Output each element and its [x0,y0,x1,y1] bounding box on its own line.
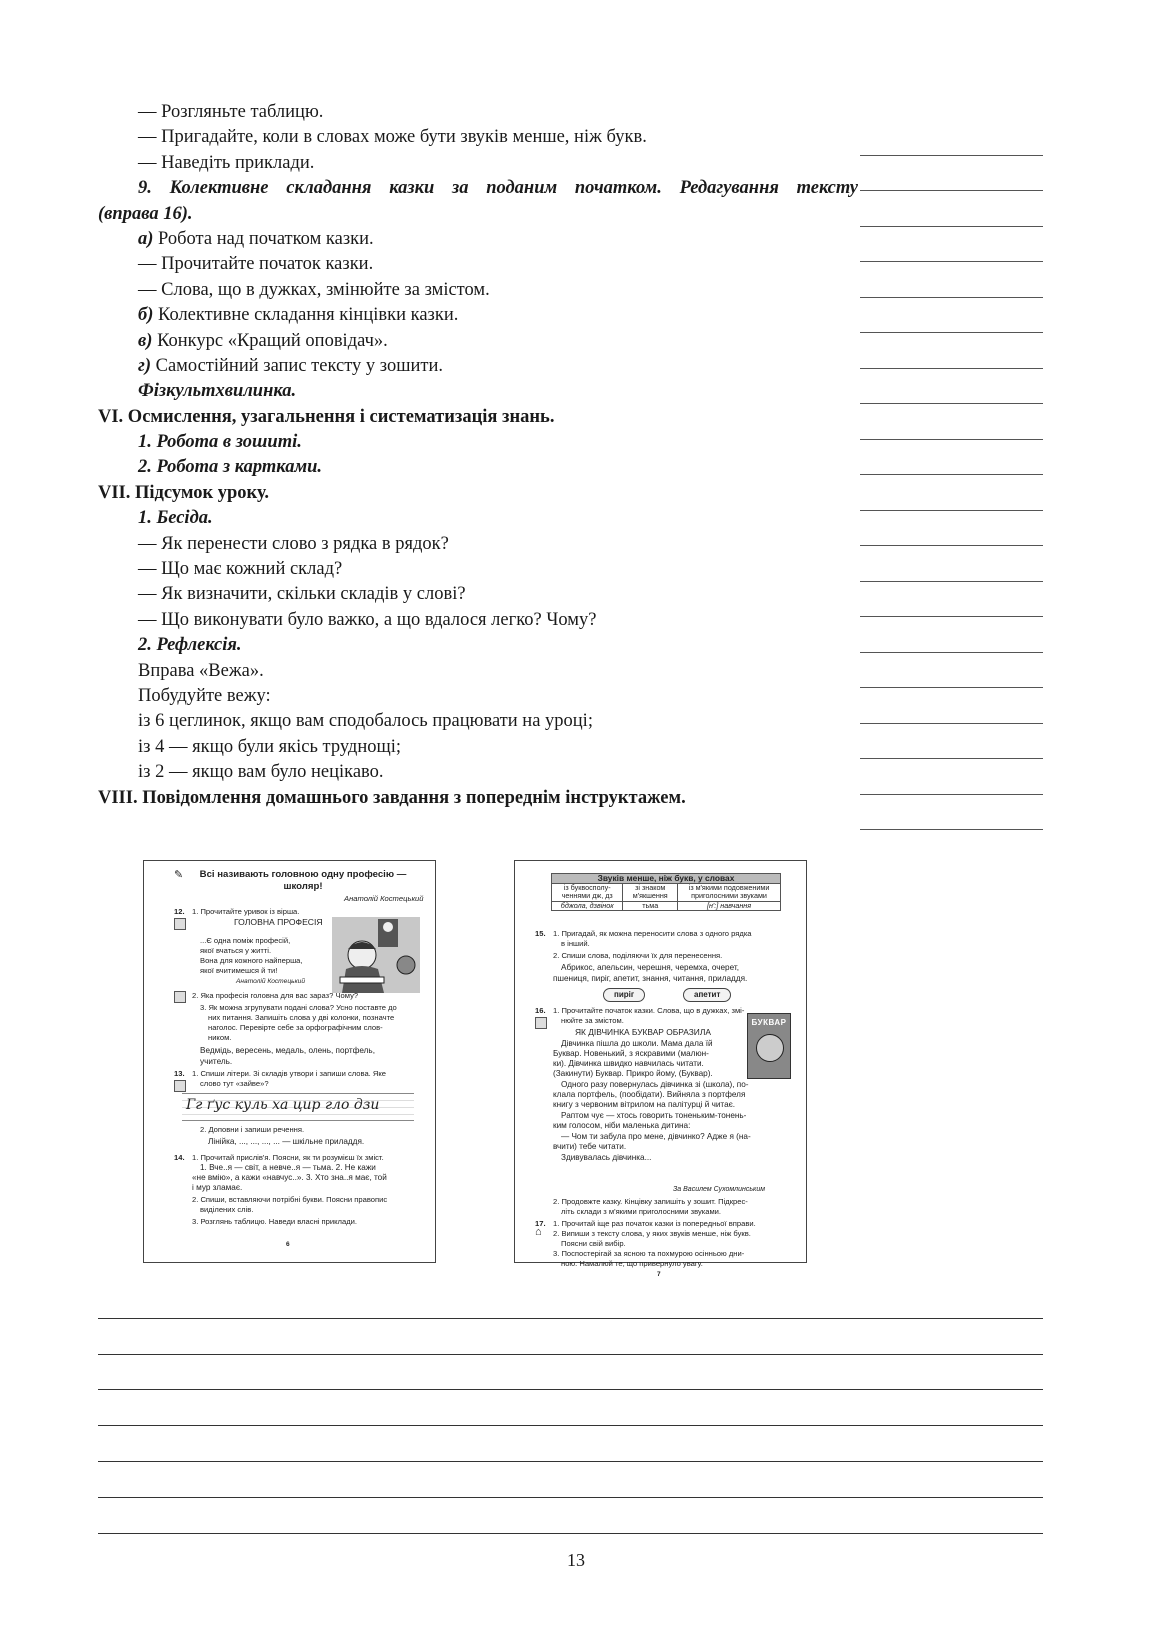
ex17-line: 3. Поспостерігай за ясною та похмурою осінньою дни- [553,1249,745,1258]
text-line-content: — Пригадайте, коли в словах може бути звуків менше, ніж букв. [138,127,647,148]
text-line-content: VII. Підсумок уроку. [98,482,269,503]
text-line-content: — Наведіть приклади. [138,152,315,173]
note-line [860,369,1043,405]
note-line [860,404,1043,440]
poem-author: Анатолій Костецький [236,978,306,985]
story-line: (Закинути) Буквар. Прикро йому, (Буквар). [553,1069,713,1078]
pen-icon: ✎ [174,869,184,881]
note-line [860,582,1043,618]
ex13-task2: 2. Доповни і запиши речення. [200,1125,305,1134]
story-author: За Василем Сухомлинським [673,1186,766,1193]
ex12-number: 12. [174,907,185,916]
text-line [98,176,858,201]
story-line: ким голосом, ніби маленька дитина: [553,1121,691,1130]
bukvar-cover-label: БУКВАР [751,1018,787,1027]
story-line: Дівчинка пішла до школи. Мама дала їй [561,1039,713,1048]
story-line: — Чом ти забула про мене, дівчинко? Адже я (на- [561,1132,751,1141]
textbook-page-7 [514,860,807,1278]
text-line [98,481,858,506]
text-line-content: 1. Робота в зошиті. [138,432,302,453]
ex16-line: нюйте за змістом. [561,1016,624,1025]
ex14-line: «не вмію», а кажи «навчус..». 3. Хто зна..я має, той [192,1173,387,1182]
page6-header-author: Анатолій Костецький [344,894,424,903]
ex15-line: пшениця, пиріг, апетит, знання, читання, приладдя. [553,974,748,983]
table-cell: тьма [623,901,678,911]
text-line-content: Робота над початком казки. [153,228,374,249]
ruled-line [98,1355,1043,1391]
ex14-line: 3. Розглянь таблицю. Наведи власні приклади. [192,1217,357,1226]
text-line-content: — Розгляньте таблицю. [138,102,324,122]
text-line [98,151,858,176]
text-line [98,786,858,811]
fill-sentence: Лінійка, ..., ..., ..., ... — шкільне приладдя. [208,1137,365,1146]
story-line: Одного разу повернулась дівчинка зі (школа), по- [561,1080,749,1089]
text-line-content: — Що має кожний склад? [138,559,343,580]
note-line [860,795,1043,831]
story-title: ЯК ДІВЧИНКА БУКВАР ОБРАЗИЛА [575,1027,711,1037]
ex17-line: 1. Прочитай іще раз початок казки із попередньої вправи. [553,1219,756,1228]
text-line-content: — Як перенести слово з рядка в рядок? [138,533,449,554]
ex15-number: 15. [535,929,546,938]
story-line: книгу з червоним вітрилом на палітурці й читає. [553,1100,736,1109]
story-line: Буквар. Новенький, з яскравими (малюн- [553,1049,709,1058]
text-line-content: із 2 — якщо вам було нецікаво. [138,762,384,783]
text-line [98,582,858,607]
ex15-line: в інший. [561,939,590,948]
table-title: Звуків менше, ніж букв, у словах [552,874,781,884]
note-line [860,191,1043,227]
notes-column [860,120,1043,830]
ex13-number: 13. [174,1069,185,1078]
text-line-content: (вправа 16). [98,203,193,224]
ex14-line: 1. Прочитай прислів'я. Поясни, як ти розумієш їх зміст. [192,1153,384,1162]
text-line [98,608,858,633]
text-line [98,252,858,277]
textbook-page-number: 6 [286,1241,290,1248]
ex13-task: слово тут «зайве»? [200,1079,269,1088]
table-header: із м'якими подовженими приголосними звуками [678,883,781,901]
ex12-q3: 3. Як можна згрупувати подані слова? Усно поставте до [200,1003,397,1012]
note-line [860,475,1043,511]
ruled-line [98,1498,1043,1534]
text-line-content: VI. Осмислення, узагальнення і систематизація знань. [98,406,555,427]
text-line [98,684,858,709]
textbook-page-number: 7 [657,1271,661,1278]
home-icon: ⌂ [535,1226,542,1238]
ruled-line [98,1426,1043,1462]
text-line-content: — Як визначити, скільки складів у слові? [138,584,466,605]
ruled-note-lines [98,1283,1043,1534]
text-line [98,506,858,531]
story-line: вчити) тебе читати. [553,1142,627,1151]
table-header: із буквосполу-ченнями дж, дз [552,883,623,901]
text-line-content: Побудуйте вежу: [138,685,271,706]
text-line-content: 2. Рефлексія. [138,635,242,656]
ex12-task: 1. Прочитайте уривок із вірша. [192,907,300,916]
story-line: Здивувалась дівчинка... [561,1153,652,1162]
poem-line: Вона для кожного найперша, [200,956,303,965]
note-line [860,724,1043,760]
discussion-icon [174,991,186,1003]
ex17-line: ною. Намалюй те, що привернуло увагу. [561,1259,703,1268]
table-header: зі знаком м'якшення [623,883,678,901]
sounds-letters-table [551,873,781,911]
ex16-task2: 2. Продовжте казку. Кінцівку запишіть у зошит. Підкрес- [553,1197,748,1206]
word-pill: апетит [683,988,731,1002]
textbook-page-6 [143,860,436,1263]
note-line [860,759,1043,795]
ex16-task2: літь склади з м'якими приголосними звуками. [561,1207,722,1216]
poem-line: якої вчаться у житті. [200,946,272,955]
list-letter: в) [138,330,153,351]
text-line [98,405,858,430]
word-pill: пиріг [603,988,645,1002]
text-line [98,709,858,734]
text-line-content: — Прочитайте початок казки. [138,254,374,275]
text-line [98,100,858,125]
ruled-line [98,1390,1043,1426]
text-line [98,633,858,658]
ex14-number: 14. [174,1153,185,1162]
list-letter: б) [138,305,154,326]
story-line: Раптом чує — хтось говорить тоненьким-тонень- [561,1111,747,1120]
text-line [98,557,858,582]
poem-line: якої вчитимешся й ти! [200,966,278,975]
ruled-line [98,1283,1043,1319]
word-list: Ведмідь, вересень, медаль, олень, портфель, [200,1046,375,1055]
note-line [860,440,1043,476]
ex12-q3: наголос. Перевірте себе за орфографічним слов- [208,1023,383,1032]
ex16-number: 16. [535,1006,546,1015]
book-icon [535,1017,547,1029]
ex17-number: 17. [535,1219,546,1228]
ex14-line: і мур зламає. [192,1183,243,1192]
text-line-content: Фізкультхвилинка. [138,381,297,402]
text-line [98,532,858,557]
ex15-line: 2. Спиши слова, поділяючи їх для перенесення. [553,951,723,960]
text-line [98,227,858,252]
text-line [98,329,858,354]
text-line-content: із 6 цеглинок, якщо вам сподобалось працювати на уроці; [138,711,593,732]
text-line-content: 1. Бесіда. [138,508,213,529]
text-line [98,278,858,303]
ex17-line: 2. Випиши з тексту слова, у яких звуків менше, ніж букв. [553,1229,751,1238]
text-line [98,125,858,150]
ruled-line [98,1319,1043,1355]
note-line [860,333,1043,369]
list-letter: а) [138,228,154,249]
note-line [860,262,1043,298]
note-line [860,227,1043,263]
page6-header-1: Всі називають головною одну професію — [199,869,407,880]
text-line [98,202,858,227]
text-line [98,455,858,480]
text-line [98,760,858,785]
bukvar-book-illustration [747,1013,791,1079]
note-line [860,511,1043,547]
note-line [860,617,1043,653]
handwriting-lines [182,1093,414,1121]
text-line-content: Вправа «Вежа». [138,660,264,681]
text-line-content: — Слова, що в дужках, змінюйте за змістом. [138,279,490,300]
ex14-line: 2. Спиши, вставляючи потрібні букви. Поясни правопис [192,1195,388,1204]
text-line-content: VIII. Повідомлення домашнього завдання з попереднім інструктажем. [98,787,686,808]
text-line-content: Колективне складання кінцівки казки. [153,305,459,326]
table-cell: бджола, дзвінок [552,901,623,911]
story-line: ки). Дівчинка швидко навчилась читати. [553,1059,704,1068]
note-line [860,688,1043,724]
text-line [98,354,858,379]
note-line [860,120,1043,156]
list-letter: г) [138,355,151,376]
ruled-line [98,1462,1043,1498]
writing-icon [174,1080,186,1092]
lesson-plan-text [98,100,858,811]
word-list: учитель. [200,1057,233,1066]
ex15-line: 1. Пригадай, як можна переносити слова з одного рядка [553,929,752,938]
page-number: 13 [567,1550,585,1570]
poem-line: ...Є одна поміж професій, [200,936,291,945]
ex12-q2: 2. Яка професія головна для вас зараз? Чому? [192,991,359,1000]
text-line [98,379,858,404]
text-line [98,659,858,684]
ex12-q3: них питання. Запишіть слова у дві колонки, позначте [208,1013,395,1022]
text-line-content: — Що виконувати було важко, а що вдалося легко? Чому? [138,609,597,630]
reading-icon [174,918,186,930]
text-line-content: Самостійний запис тексту у зошити. [151,355,443,376]
ex12-q3: ником. [208,1033,232,1042]
table-cell: [н':] навчання [678,901,781,911]
ex16-line: 1. Прочитайте початок казки. Слова, що в дужках, змі- [553,1006,745,1015]
text-line [98,430,858,455]
text-line [98,735,858,760]
handwriting-sample: Гг ґус куль ха цир гло дзи [186,1097,380,1113]
ex14-line: виділених слів. [200,1205,254,1214]
text-line-content: із 4 — якщо були якісь труднощі; [138,736,401,757]
poem-title: ГОЛОВНА ПРОФЕСІЯ [234,917,323,927]
page6-header-2: школяр! [283,881,323,892]
note-line [860,546,1043,582]
ex17-line: Поясни свій вибір. [561,1239,626,1248]
story-line: клала портфель, (пообідати). Вийняла з портфеля [553,1090,746,1099]
note-line [860,156,1043,192]
note-line [860,653,1043,689]
ex14-line: 1. Вче..я — світ, а невче..я — тьма. 2. Не кажи [200,1163,376,1172]
ex13-task: 1. Спиши літери. Зі складів утвори і запиши слова. Яке [192,1069,387,1078]
note-line [860,298,1043,334]
ex15-line: Абрикос, апельсин, черешня, черемха, очерет, [561,963,739,972]
text-line [98,303,858,328]
text-line-content: 9. Колективне складання казки за поданим початком. Редагування тексту [138,178,858,199]
boy-studying-illustration [332,917,420,993]
text-line-content: Конкурс «Кращий оповідач». [152,330,388,351]
text-line-content: 2. Робота з картками. [138,457,323,478]
